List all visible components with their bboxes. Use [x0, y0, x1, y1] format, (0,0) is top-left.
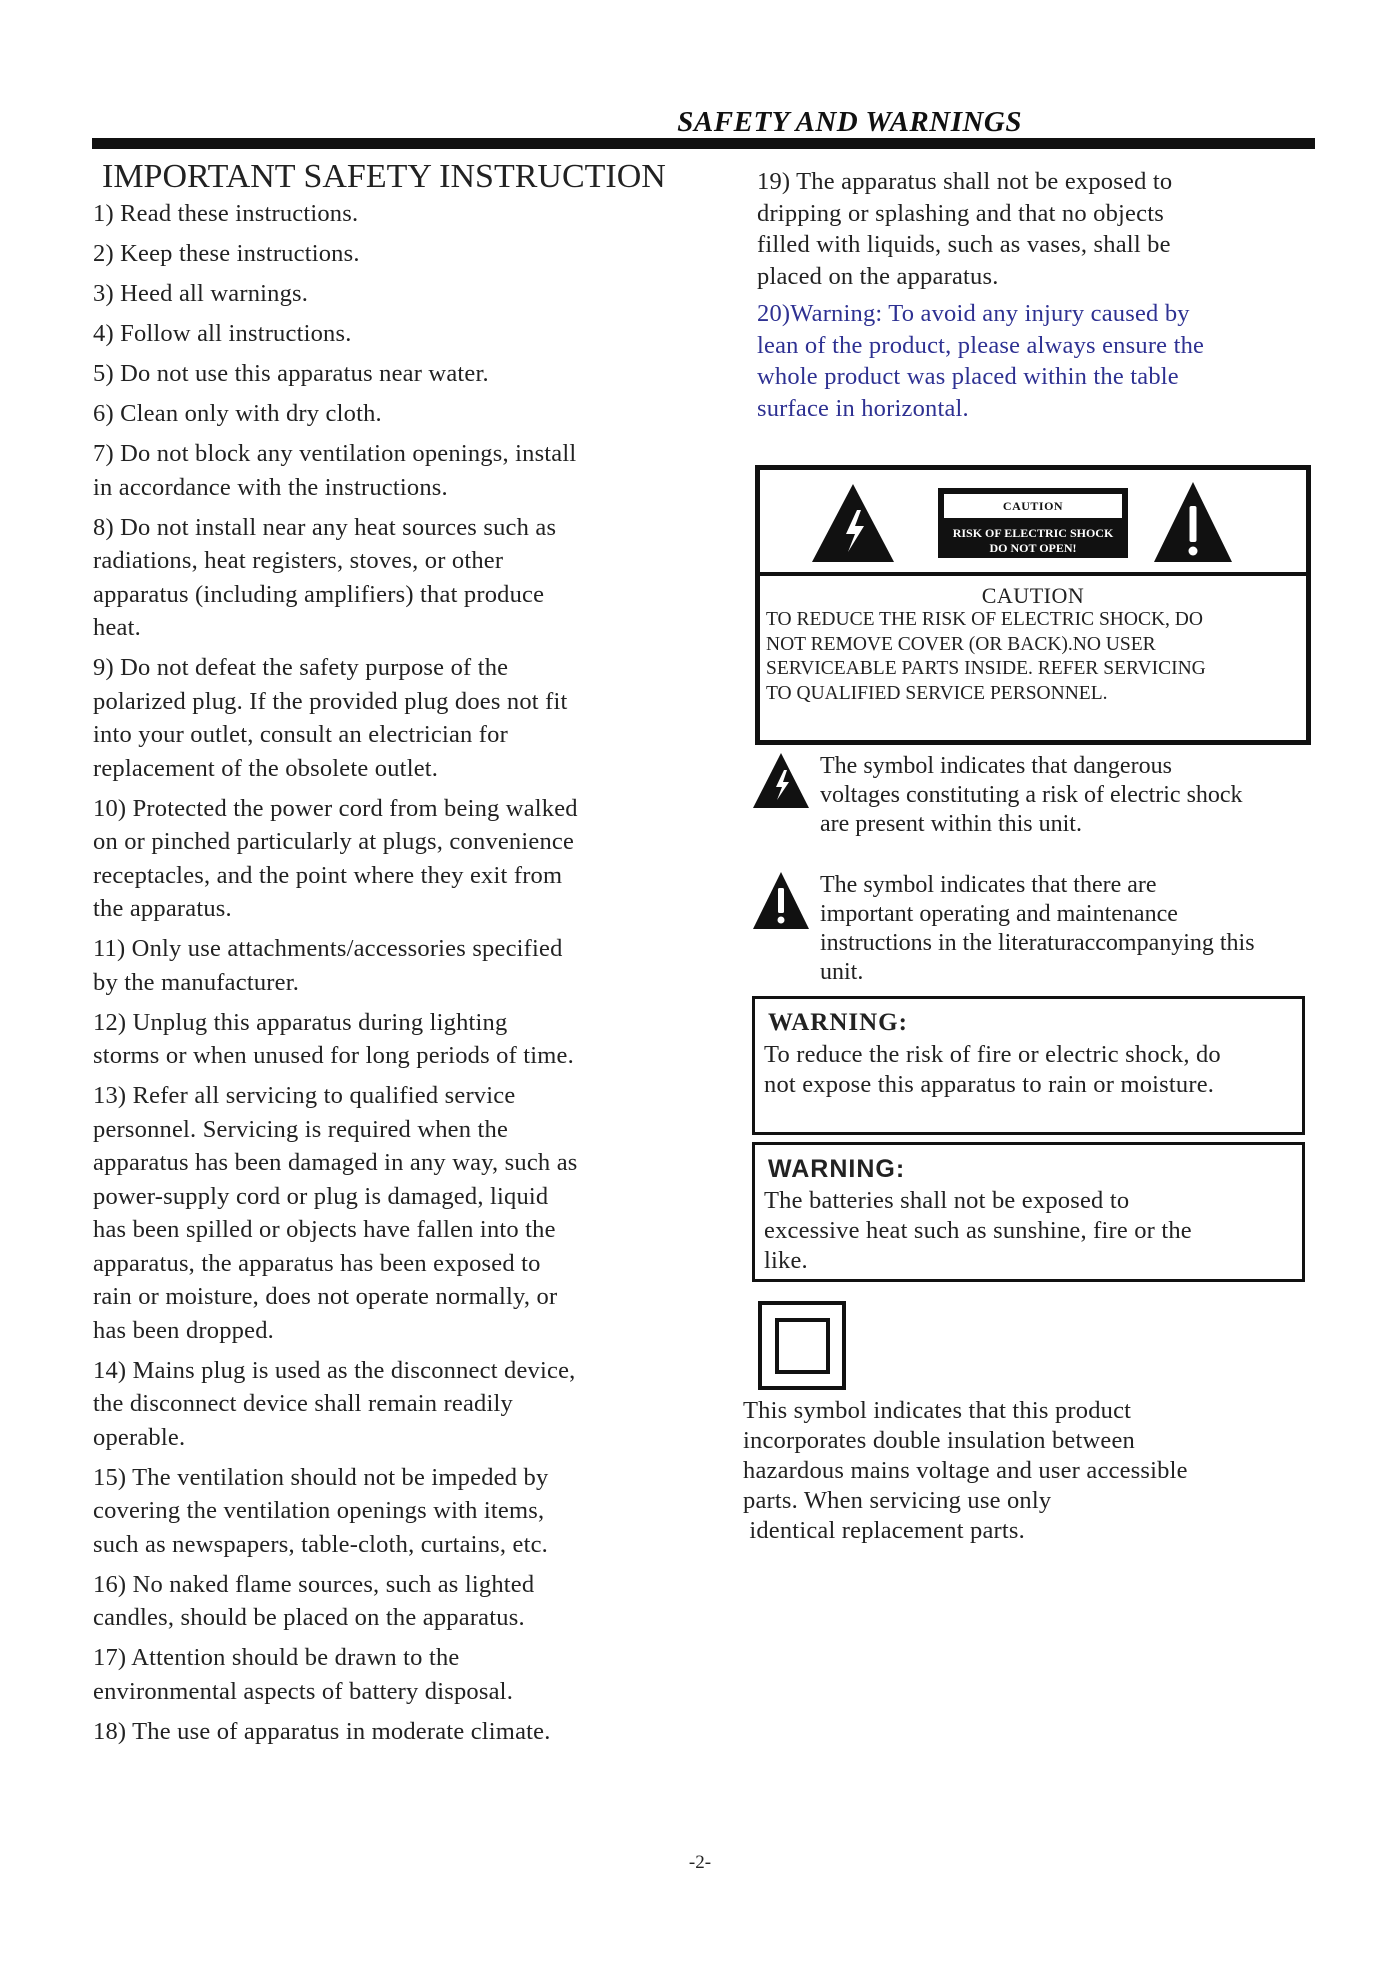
instruction-line: polarized plug. If the provided plug does not fit: [93, 687, 568, 715]
instruction-item-13: [93, 1079, 673, 1347]
exclamation-symbol-text: [820, 871, 1320, 987]
instruction-line: personnel. Servicing is required when the: [93, 1115, 509, 1143]
safety-instructions-column: [93, 157, 673, 1755]
warning-title: WARNING:: [768, 1009, 908, 1036]
instruction-item-15: [93, 1461, 673, 1562]
warning-line: not expose this apparatus to rain or moisture.: [764, 1071, 1215, 1098]
warning-text: [764, 1040, 1294, 1100]
instruction-item-20-warning: [757, 298, 1297, 424]
instruction-line: replacement of the obsolete outlet.: [93, 754, 439, 782]
warning-box-batteries: [752, 1142, 1305, 1282]
instruction-line: filled with liquids, such as vases, shall be: [757, 231, 1171, 258]
caution-heading: CAUTION: [981, 583, 1085, 608]
exclamation-triangle-icon: [752, 871, 810, 931]
instruction-line: 10) Protected the power cord from being walked: [93, 794, 578, 822]
caution-line: TO REDUCE THE RISK OF ELECTRIC SHOCK, DO: [766, 609, 1203, 630]
instruction-item-4: [93, 317, 673, 351]
instruction-item-7: [93, 437, 673, 504]
instruction-line: 11) Only use attachments/accessories specified: [93, 935, 563, 962]
caution-line: SERVICEABLE PARTS INSIDE. REFER SERVICING: [766, 658, 1206, 679]
instruction-item-1: [93, 197, 673, 231]
caution-body-text: [766, 608, 1302, 706]
caution-label-plate: [938, 488, 1128, 558]
lightning-triangle-icon: [810, 482, 896, 564]
warning-line: excessive heat such as sunshine, fire or the: [764, 1217, 1192, 1244]
symbol-text-line: The symbol indicates that there are: [820, 872, 1157, 898]
instruction-line: apparatus (including amplifiers) that produce: [93, 580, 545, 608]
instruction-line: 5) Do not use this apparatus near water.: [93, 360, 489, 387]
instruction-item-18: [93, 1715, 673, 1749]
page-number: -2-: [688, 1852, 712, 1873]
instruction-line: 12) Unplug this apparatus during lighting: [93, 1008, 508, 1036]
instruction-item-9: [93, 651, 673, 785]
instruction-line: 13) Refer all servicing to qualified service: [93, 1082, 516, 1109]
instruction-line: receptacles, and the point where they exit from: [93, 861, 563, 889]
caution-box: [755, 465, 1311, 745]
caution-line: NOT REMOVE COVER (OR BACK).NO USER: [766, 633, 1156, 655]
double-square-icon: [758, 1301, 846, 1390]
instruction-line: such as newspapers, table-cloth, curtains, etc.: [93, 1530, 549, 1558]
instruction-item-14: [93, 1354, 673, 1455]
double-insulation-line: identical replacement parts.: [743, 1517, 1025, 1544]
warning-text: [764, 1186, 1294, 1276]
double-insulation-line: hazardous mains voltage and user accessible: [743, 1457, 1188, 1484]
instruction-line: heat.: [93, 614, 141, 641]
instruction-line: surface in horizontal.: [757, 394, 969, 422]
symbol-text-line: unit.: [820, 959, 864, 985]
right-instructions: [757, 166, 1297, 430]
instruction-line: 19) The apparatus shall not be exposed to: [757, 168, 1173, 195]
plate-line-2: DO NOT OPEN!: [989, 541, 1077, 555]
symbol-text-line: The symbol indicates that dangerous: [820, 753, 1172, 779]
instruction-line: 7) Do not block any ventilation openings, install: [93, 440, 577, 467]
instruction-line: rain or moisture, does not operate normally, or: [93, 1283, 558, 1310]
instruction-item-11: [93, 932, 673, 999]
instructions-title: IMPORTANT SAFETY INSTRUCTION: [102, 158, 666, 195]
instruction-line: 17) Attention should be drawn to the: [93, 1644, 460, 1671]
header-rule: [92, 138, 1315, 149]
instruction-line: dripping or splashing and that no objects: [757, 199, 1164, 227]
instruction-line: 16) No naked flame sources, such as lighted: [93, 1570, 535, 1598]
instruction-line: 4) Follow all instructions.: [93, 320, 352, 347]
instruction-line: whole product was placed within the table: [757, 363, 1179, 390]
caution-label-row: [760, 470, 1306, 576]
instruction-item-8: [93, 511, 673, 645]
instruction-line: 1) Read these instructions.: [93, 200, 359, 227]
caution-line: TO QUALIFIED SERVICE PERSONNEL.: [766, 682, 1108, 704]
plate-heading: CAUTION: [944, 494, 1122, 518]
instruction-line: by the manufacturer.: [93, 968, 300, 996]
symbol-text-line: important operating and maintenance: [820, 901, 1178, 927]
instruction-line: in accordance with the instructions.: [93, 473, 448, 501]
instruction-item-12: [93, 1006, 673, 1073]
instruction-line: into your outlet, consult an electrician for: [93, 721, 508, 748]
instruction-line: has been spilled or objects have fallen into the: [93, 1216, 556, 1243]
instruction-line: lean of the product, please always ensure the: [757, 331, 1205, 359]
instruction-line: 2) Keep these instructions.: [93, 240, 360, 267]
instruction-line: radiations, heat registers, stoves, or other: [93, 547, 504, 574]
symbol-text-line: instructions in the literaturaccompanying this: [820, 930, 1255, 956]
instruction-line: 18) The use of apparatus in moderate climate.: [93, 1717, 551, 1745]
instruction-item-17: [93, 1641, 673, 1708]
instruction-line: 6) Clean only with dry cloth.: [93, 400, 382, 427]
symbol-text-line: are present within this unit.: [820, 811, 1082, 837]
instruction-item-2: [93, 237, 673, 271]
instruction-line: apparatus, the apparatus has been exposed to: [93, 1249, 541, 1277]
instruction-line: apparatus has been damaged in any way, such as: [93, 1149, 578, 1176]
warning-line: To reduce the risk of fire or electric shock, do: [764, 1041, 1221, 1068]
instruction-line: operable.: [93, 1423, 186, 1451]
warning-title: WARNING:: [768, 1155, 906, 1183]
instruction-line: 14) Mains plug is used as the disconnect device,: [93, 1356, 576, 1384]
warning-line: The batteries shall not be exposed to: [764, 1187, 1130, 1214]
exclamation-triangle-icon: [1152, 480, 1234, 564]
instruction-line: has been dropped.: [93, 1316, 274, 1344]
double-insulation-line: parts. When servicing use only: [743, 1487, 1052, 1514]
double-insulation-text: [743, 1396, 1303, 1546]
instruction-line: 3) Heed all warnings.: [93, 280, 309, 307]
instruction-line: storms or when unused for long periods of time.: [93, 1042, 574, 1069]
instruction-item-16: [93, 1568, 673, 1635]
warning-box-rain: [752, 996, 1305, 1135]
instruction-item-19: [757, 166, 1297, 292]
instruction-item-10: [93, 792, 673, 926]
shock-symbol-text: [820, 752, 1320, 839]
instruction-line: placed on the apparatus.: [757, 262, 999, 290]
instruction-line: environmental aspects of battery disposal.: [93, 1677, 514, 1705]
lightning-triangle-icon: [752, 752, 810, 810]
double-insulation-line: This symbol indicates that this product: [743, 1397, 1132, 1424]
instruction-item-6: [93, 397, 673, 431]
instruction-line: the apparatus.: [93, 895, 232, 922]
instruction-item-5: [93, 357, 673, 391]
instruction-line: 20)Warning: To avoid any injury caused by: [757, 300, 1190, 327]
plate-line-1: RISK OF ELECTRIC SHOCK: [952, 526, 1114, 540]
section-header-title: SAFETY AND WARNINGS: [677, 106, 1022, 138]
instruction-line: power-supply cord or plug is damaged, liquid: [93, 1182, 549, 1210]
warning-line: like.: [764, 1247, 808, 1274]
instruction-line: covering the ventilation openings with items,: [93, 1497, 545, 1524]
double-square-inner: [775, 1318, 830, 1374]
instruction-list: [93, 197, 673, 1748]
instruction-line: the disconnect device shall remain readily: [93, 1390, 513, 1417]
instruction-line: 8) Do not install near any heat sources such as: [93, 513, 557, 541]
double-insulation-line: incorporates double insulation between: [743, 1427, 1136, 1454]
instruction-item-3: [93, 277, 673, 311]
symbol-text-line: voltages constituting a risk of electric shock: [820, 782, 1243, 808]
instruction-line: 15) The ventilation should not be impeded by: [93, 1463, 549, 1491]
instruction-line: on or pinched particularly at plugs, convenience: [93, 828, 575, 855]
instruction-line: candles, should be placed on the apparatus.: [93, 1604, 525, 1631]
instruction-line: 9) Do not defeat the safety purpose of the: [93, 654, 509, 681]
